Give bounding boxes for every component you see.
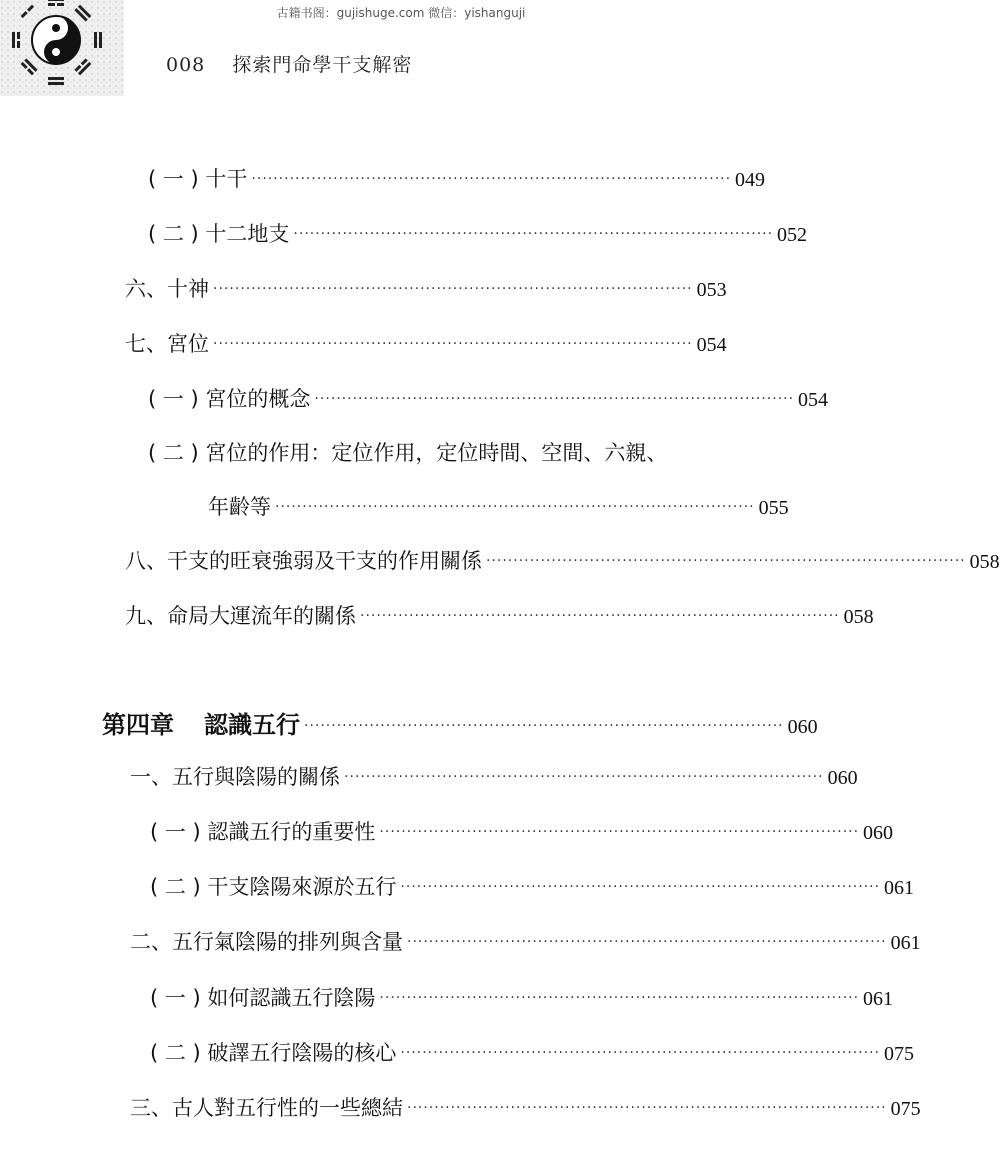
toc-chapter-heading[interactable] xyxy=(102,705,818,741)
toc-entry[interactable] xyxy=(125,545,1000,577)
dot-leader: ························································································ xyxy=(213,281,693,297)
dot-leader: ························································································ xyxy=(379,990,860,1006)
dot-leader: ························································································ xyxy=(275,499,755,515)
toc-entry-page: 061 xyxy=(863,988,894,1010)
toc-entry-page: 061 xyxy=(884,877,915,899)
toc-entry-page: 053 xyxy=(696,279,727,301)
watermark-text: 古籍书阁：gujishuge.com 微信：yishanguji xyxy=(276,6,526,20)
toc-entry-title: 九、命局大運流年的關係 xyxy=(125,604,356,628)
chapter-label: 第四章 xyxy=(102,710,174,739)
toc-entry-page: 075 xyxy=(890,1098,921,1120)
toc-entry-title: ( 一 ) 十干 xyxy=(148,167,248,191)
chapter-name: 認識五行 xyxy=(204,710,300,739)
toc-entry-page: 054 xyxy=(798,389,829,411)
dot-leader: ························································································ xyxy=(314,391,795,407)
toc-entry[interactable] xyxy=(148,383,829,415)
toc-entry-title: ( 二 ) 破譯五行陰陽的核心 xyxy=(150,1041,397,1065)
taiji-bagua-icon xyxy=(0,0,124,96)
toc-entry-title: ( 二 ) 十二地支 xyxy=(148,222,290,246)
toc-entry-page: 058 xyxy=(969,551,1000,573)
toc-entry[interactable] xyxy=(130,761,858,793)
dot-leader: ························································································ xyxy=(304,718,784,734)
toc-entry[interactable] xyxy=(125,273,727,305)
toc-entry[interactable] xyxy=(150,816,894,848)
dot-leader: ························································································ xyxy=(293,226,774,242)
chapter-title xyxy=(102,705,300,740)
dot-leader: ························································································ xyxy=(407,1100,887,1116)
dot-leader: ························································································ xyxy=(400,1045,881,1061)
toc-entry-page: 075 xyxy=(884,1043,915,1065)
toc-entry[interactable] xyxy=(150,1037,915,1069)
toc-entry-page: 060 xyxy=(863,822,894,844)
toc-entry-title: ( 一 ) 如何認識五行陰陽 xyxy=(150,986,376,1010)
toc-entry-title: 年齡等 xyxy=(208,495,271,519)
header-book-title: 探索門命學干支解密 xyxy=(232,54,413,76)
toc-entry-continuation[interactable] xyxy=(208,491,789,523)
toc-entry[interactable] xyxy=(125,328,727,360)
toc-entry[interactable] xyxy=(150,982,894,1014)
toc-entry-page: 060 xyxy=(827,767,858,789)
toc-entry-page: 061 xyxy=(890,932,921,954)
toc-entry[interactable] xyxy=(130,1092,921,1124)
toc-entry-page: 054 xyxy=(696,334,727,356)
toc-entry-first-line[interactable] xyxy=(148,437,667,469)
dot-leader: ························································································ xyxy=(400,879,881,895)
dot-leader: ························································································ xyxy=(344,769,824,785)
running-header xyxy=(166,50,412,77)
toc-entry-title: 六、十神 xyxy=(125,277,209,301)
toc-entry-title: 一、五行與陰陽的關係 xyxy=(130,765,340,789)
dot-leader: ························································································ xyxy=(486,553,966,569)
toc-entry-title: ( 一 ) 認識五行的重要性 xyxy=(150,820,376,844)
toc-entry-page: 052 xyxy=(777,224,808,246)
toc-entry-title: ( 一 ) 宮位的概念 xyxy=(148,387,311,411)
toc-entry[interactable] xyxy=(148,218,808,250)
dot-leader: ························································································ xyxy=(407,934,887,950)
toc-entry[interactable] xyxy=(150,871,915,903)
toc-entry-page: 058 xyxy=(843,606,874,628)
toc-entry[interactable] xyxy=(148,163,766,195)
dot-leader: ························································································ xyxy=(360,608,840,624)
toc-entry-title: 七、宮位 xyxy=(125,332,209,356)
toc-entry-page: 049 xyxy=(735,169,766,191)
toc-entry-title: 三、古人對五行性的一些總結 xyxy=(130,1096,403,1120)
dot-leader: ························································································ xyxy=(213,336,693,352)
toc-entry-title: ( 二 ) 宮位的作用：定位作用，定位時間、空間、六親、 xyxy=(148,441,668,465)
dot-leader: ························································································ xyxy=(379,824,860,840)
toc-entry-page: 060 xyxy=(787,716,818,738)
toc-entry-page: 055 xyxy=(758,497,789,519)
toc-entry-title: 二、五行氣陰陽的排列與含量 xyxy=(130,930,403,954)
header-page-number: 008 xyxy=(166,54,206,76)
toc-entry-title: ( 二 ) 干支陰陽來源於五行 xyxy=(150,875,397,899)
dot-leader: ························································································ xyxy=(251,171,732,187)
toc-entry[interactable] xyxy=(125,600,874,632)
toc-entry-title: 八、干支的旺衰強弱及干支的作用關係 xyxy=(125,549,482,573)
toc-entry[interactable] xyxy=(130,926,921,958)
